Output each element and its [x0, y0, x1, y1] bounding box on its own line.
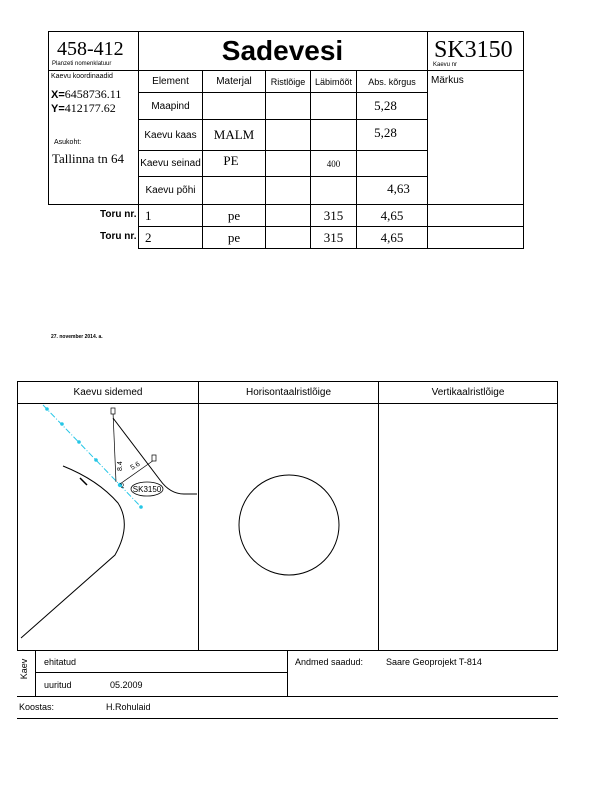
reference-marker [152, 455, 156, 461]
pipe-number: 1 [145, 208, 152, 223]
x-label: X= [51, 89, 65, 101]
data-from-value: Saare Geoprojekt T-814 [386, 657, 482, 667]
well-label: SK3150 [132, 485, 162, 494]
pipe-point [77, 440, 81, 444]
row-diameter: 400 [326, 158, 341, 169]
pipe-material: pe [227, 229, 241, 245]
pipe-number: 2 [145, 230, 152, 245]
col-cross-section: Ristlõige [270, 76, 306, 87]
well-id-caption: Kaevu nr [433, 62, 458, 68]
x-value: 6458736.11 [64, 87, 122, 101]
location-value: Tallinna tn 64 [52, 151, 125, 166]
col-diameter: Läbimõõt [314, 76, 353, 87]
pipe-line [43, 405, 142, 508]
reference-marker [111, 408, 115, 414]
panel-title-horizontal-section: Horisontaalristlõige [245, 387, 332, 398]
row-material: MALM [213, 127, 255, 142]
col-element: Element [152, 76, 189, 87]
pipe-point [139, 505, 143, 509]
col-notes: Märkus [431, 75, 464, 86]
pipe-point [45, 407, 49, 411]
renovated-label: uuritud [44, 680, 72, 690]
row-height: 5,28 [374, 98, 397, 113]
dimension-b: 5.6 [129, 460, 142, 472]
pipe-point [94, 458, 98, 462]
pipe-diameter: 315 [323, 229, 344, 245]
sheet-caption: Planzeti nomenklatuur [52, 61, 112, 67]
dimension-a: 8.4 [117, 461, 124, 471]
document-date: 27. november 2014. a. [51, 334, 103, 340]
point-label: 2 [121, 484, 125, 490]
author-label: Koostas: [19, 702, 55, 712]
row-element: Kaevu kaas [144, 129, 197, 141]
row-height: 5,28 [374, 125, 397, 140]
row-height: 4,63 [387, 180, 410, 196]
data-from-label: Andmed saadud: [295, 657, 364, 667]
pipe-diameter: 315 [323, 207, 344, 223]
pipe-height: 4,65 [380, 207, 404, 223]
row-element: Maapind [151, 100, 190, 112]
pipe-material: pe [227, 207, 241, 223]
pipe-height: 4,65 [380, 229, 404, 245]
panel-title-connections: Kaevu sidemed [73, 387, 143, 398]
pipe-label: Toru nr. [100, 209, 137, 220]
author-value: H.Rohulaid [106, 702, 151, 712]
pipe-point [60, 422, 64, 426]
built-label: ehitatud [44, 657, 77, 667]
panel-title-vertical-section: Vertikaalristlõige [431, 387, 505, 398]
row-element: Kaevu põhi [145, 185, 196, 196]
street-edge [21, 466, 124, 638]
tick-mark [80, 478, 87, 485]
y-value: 412177.62 [64, 101, 116, 115]
well-cross-section-circle [239, 475, 339, 575]
coords-label: Kaevu koordinaadid [51, 73, 113, 80]
y-label: Y= [51, 103, 65, 115]
dimension-line [113, 412, 116, 482]
row-material: PE [223, 153, 239, 168]
renovated-date: 05.2009 [110, 680, 143, 690]
pipe-label: Toru nr. [100, 231, 137, 242]
side-label-well: Kaev [19, 658, 29, 680]
col-material: Materjal [216, 76, 252, 87]
location-label: Asukoht: [54, 139, 82, 146]
col-abs-height: Abs. kõrgus [368, 76, 416, 87]
row-element: Kaevu seinad [140, 158, 201, 169]
page-title: Sadevesi [221, 34, 344, 66]
well-id: SK3150 [434, 37, 513, 63]
sheet-number: 458-412 [57, 38, 124, 60]
